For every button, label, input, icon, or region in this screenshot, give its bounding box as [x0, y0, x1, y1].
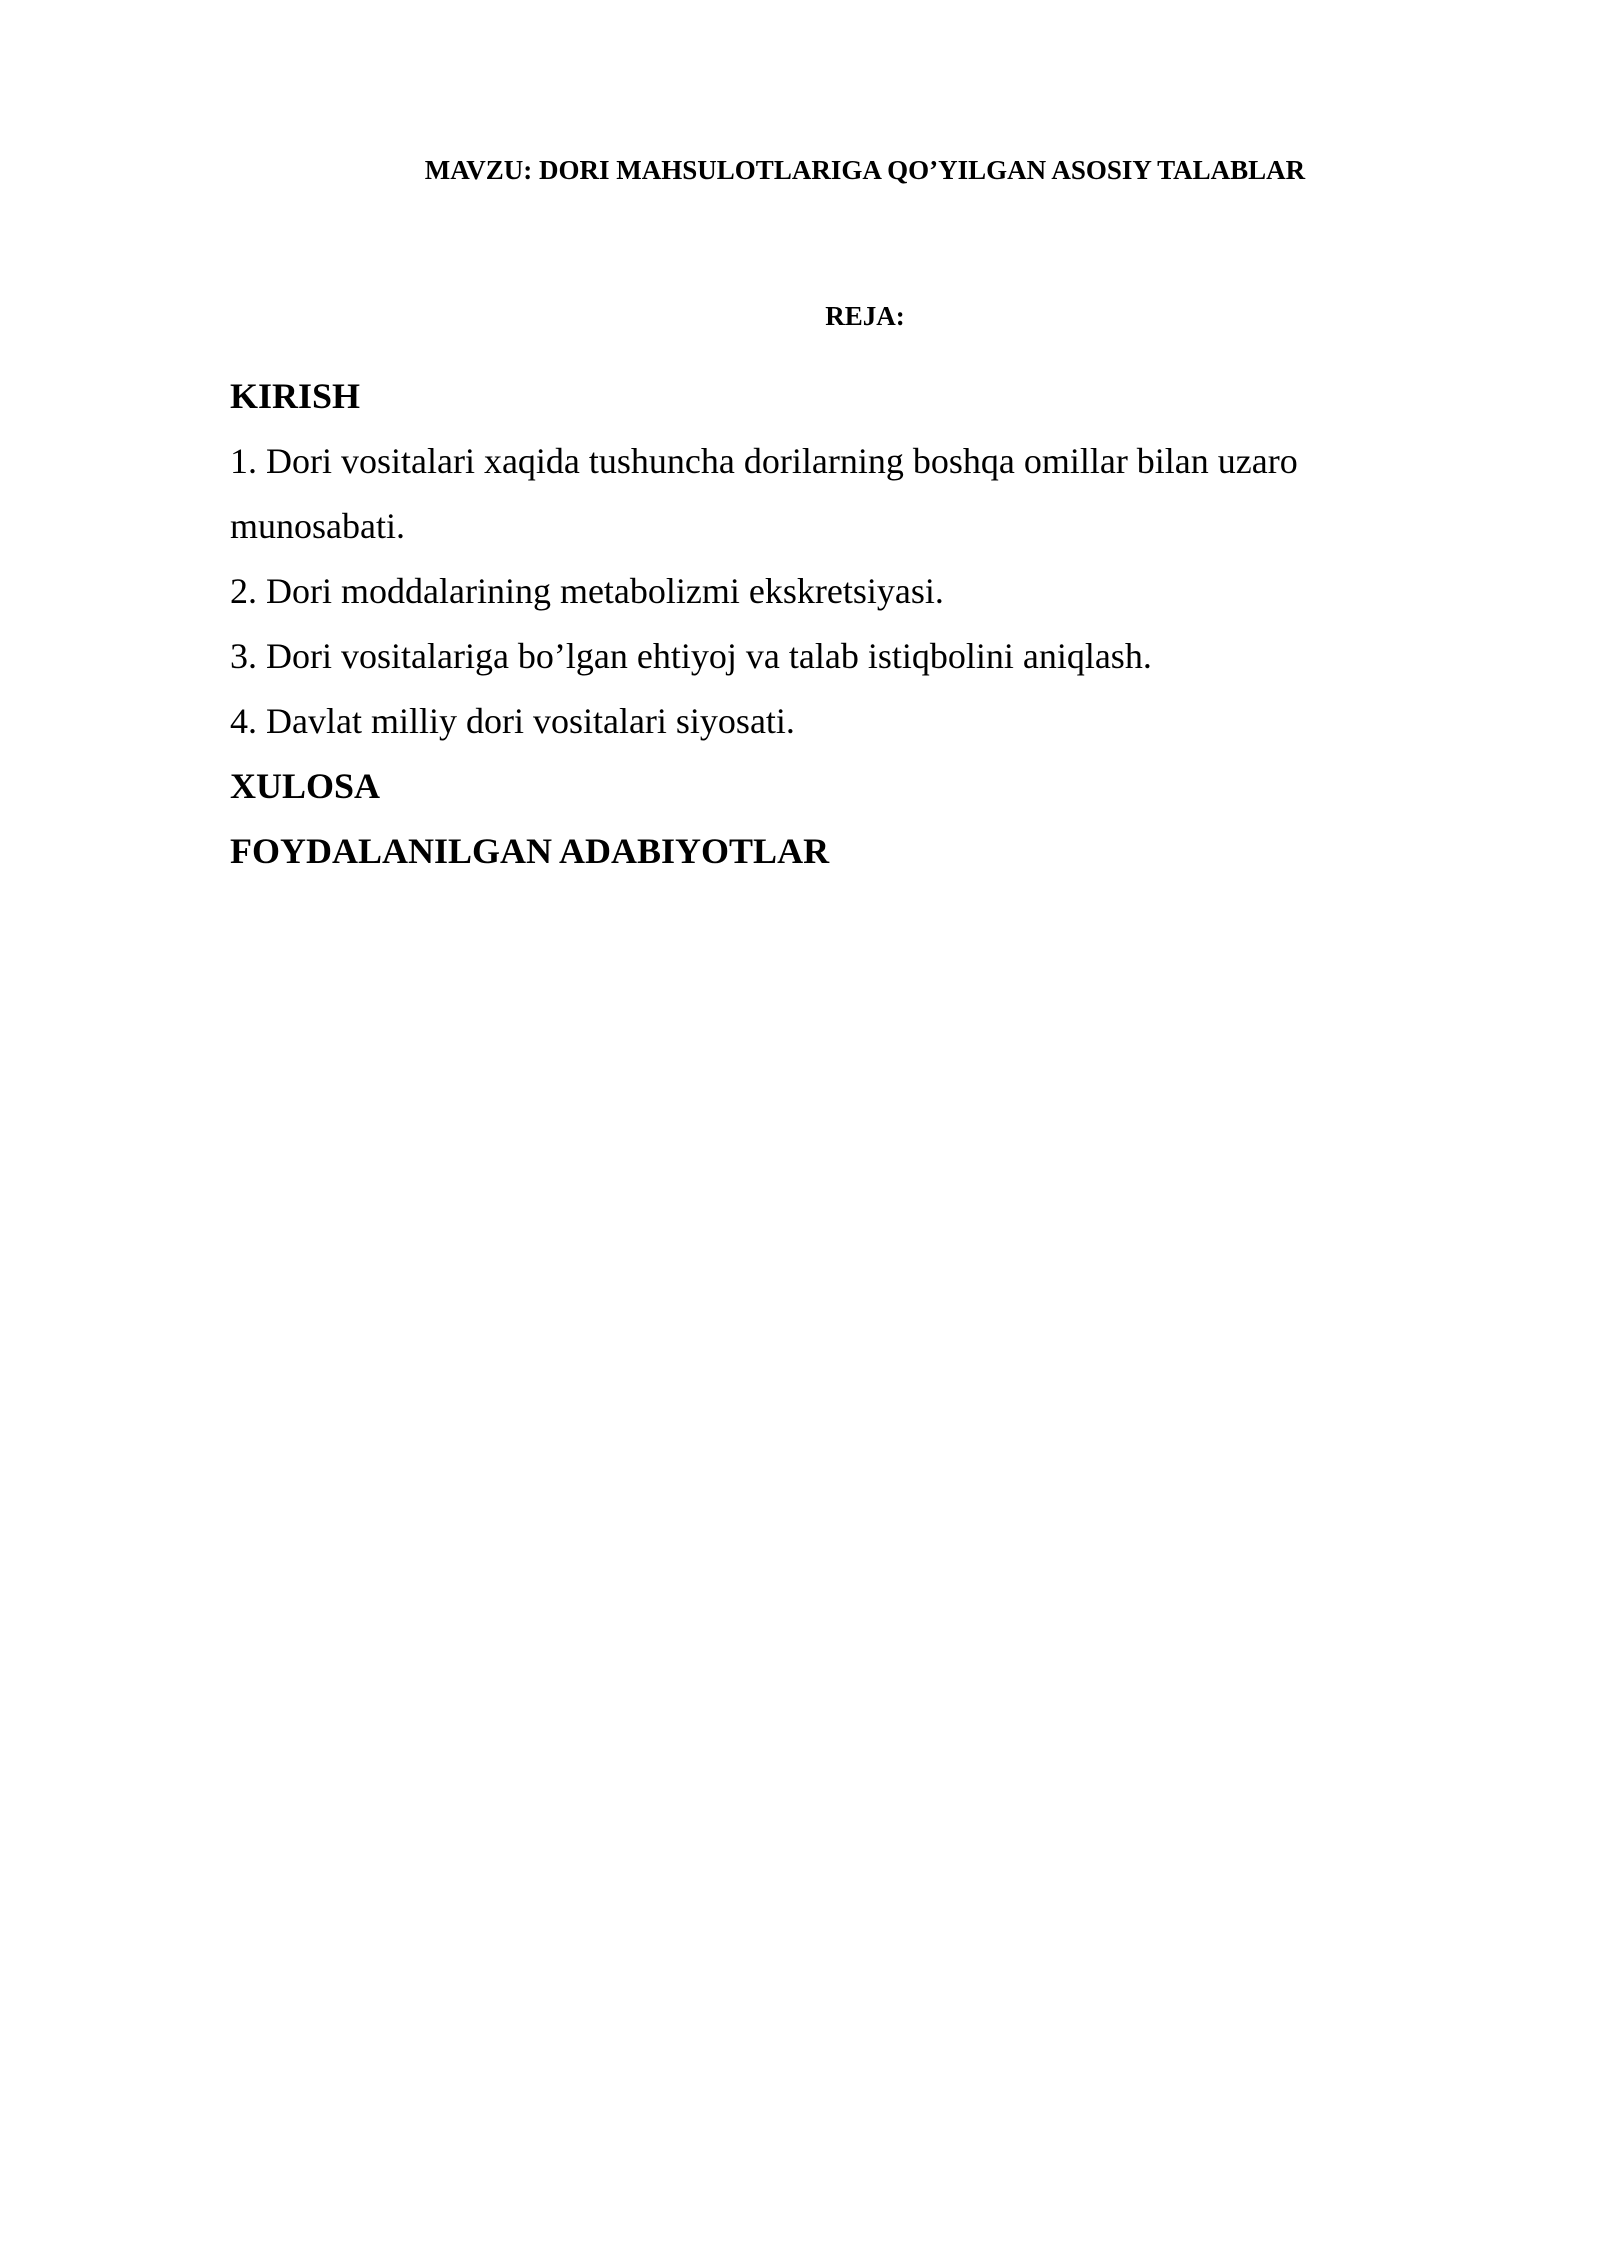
references-heading: FOYDALANILGAN ADABIYOTLAR [230, 831, 830, 871]
intro-heading: KIRISH [230, 376, 361, 416]
plan-item-2: 2. Dori moddalarining metabolizmi ekskretsiyasi. [230, 571, 944, 611]
plan-item-3: 3. Dori vositalariga bo’lgan ehtiyoj va talab istiqbolini aniqlash. [230, 636, 1152, 676]
plan-heading: REJA: [825, 301, 905, 331]
plan-item-1-line-2: munosabati. [230, 506, 405, 546]
document-topic-title: MAVZU: DORI MAHSULOTLARIGA QO’YILGAN ASOSIY TALABLAR [424, 155, 1306, 185]
plan-outline [230, 364, 1370, 884]
plan-item-4: 4. Davlat milliy dori vositalari siyosati. [230, 701, 795, 741]
plan-item-1-line-1: 1. Dori vositalari xaqida tushuncha dorilarning boshqa omillar bilan uzaro [230, 441, 1298, 481]
conclusion-heading: XULOSA [230, 766, 381, 806]
